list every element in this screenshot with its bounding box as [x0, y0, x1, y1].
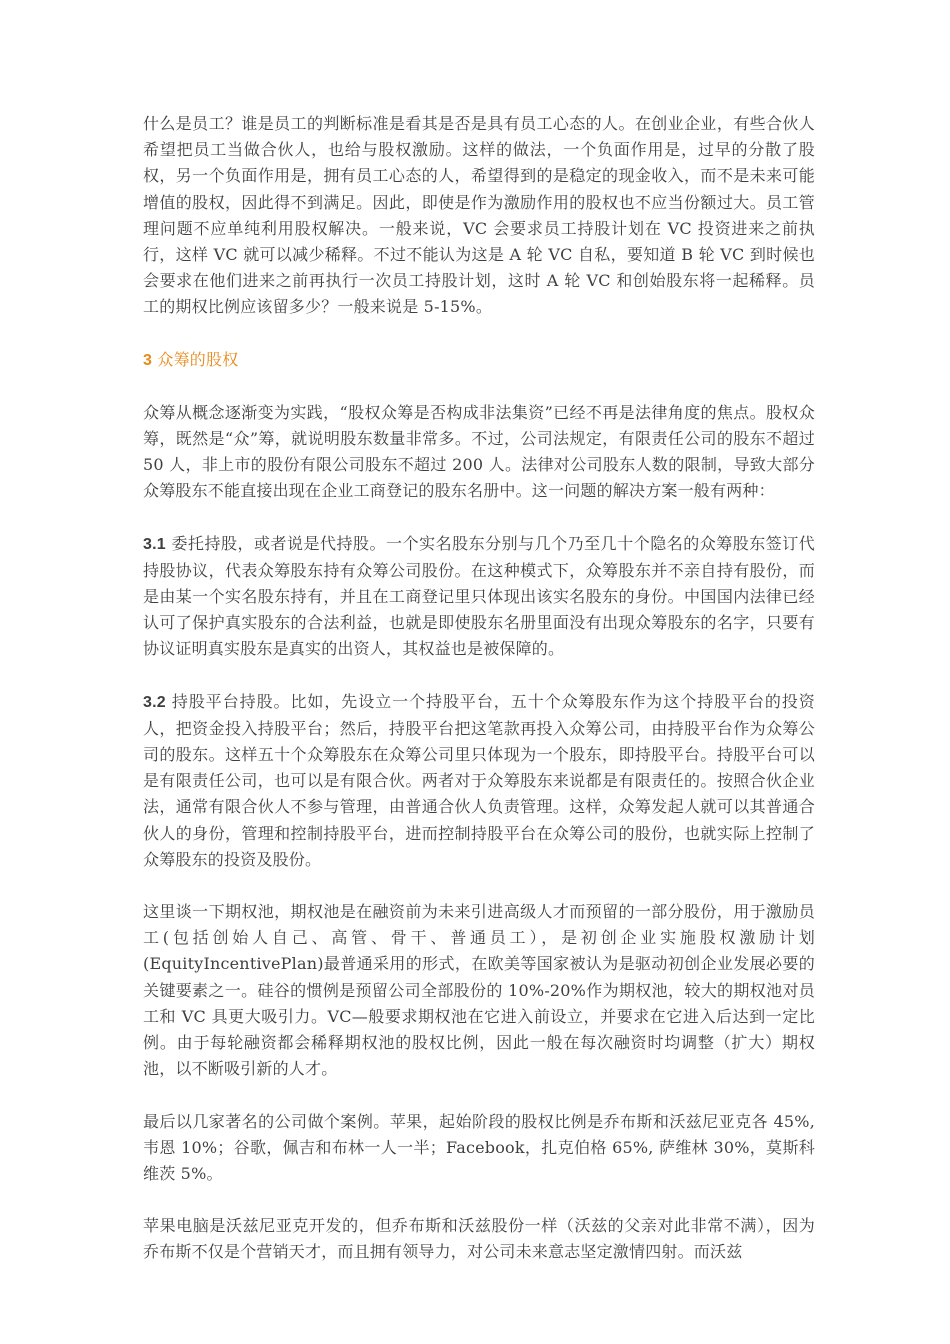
- section-heading-crowdfunding-equity: [143, 347, 815, 374]
- paragraph-platform-holding: [143, 689, 815, 873]
- section-number: 3: [143, 351, 153, 369]
- paragraph-employee-equity: 什么是员工？谁是员工的判断标准是看其是否是具有员工心态的人。在创业企业，有些合伙人希望把员工当做合伙人，也给与股权激励。这样的做法，一个负面作用是，过早的分散了股权，另一个负面作用是，拥有员工心态的人，希望得到的是稳定的现金收入，而不是未来可能增值的股权，因此得不到满足。因此，即使是作为激励作用的股权也不应当份额过大。员工管理问题不应单纯利用股权解决。一般来说，VC 会要求员工持股计划在 VC 投资进来之前执行，这样 VC 就可以减少稀释。不过不能认为这是 A 轮 VC 自私，要知道 B 轮 VC 到时候也会要求在他们进来之前再执行一次员工持股计划，这时 A 轮 VC 和创始股东将一起稀释。员工的期权比例应该留多少？一般来说是 5-15%。: [143, 114, 815, 317]
- subsection-number: 3.2: [143, 693, 166, 711]
- paragraph-text: 委托持股，或者说是代持股。一个实名股东分别与几个乃至几十个隐名的众筹股东签订代持股协议，代表众筹股东持有众筹公司股份。在这种模式下，众筹股东并不亲自持有股份，而是由某一个实名股东持有，并且在工商登记里只体现出该实名股东的身份。中国国内法律已经认可了保护真实股东的合法利益，也就是即使股东名册里面没有出现众筹股东的名字，只要有协议证明真实股东是真实的出资人，其权益也是被保障的。: [143, 533, 815, 659]
- paragraph-company-cases: 最后以几家著名的公司做个案例。苹果，起始阶段的股权比例是乔布斯和沃兹尼亚克各 45%, 韦恩 10%；谷歌，佩吉和布林一人一半；Facebook，扎克伯格 65%, 萨维林 30%，莫斯科维茨 5%。: [143, 1111, 815, 1183]
- subsection-number: 3.1: [143, 535, 166, 553]
- document-body: [143, 111, 815, 1292]
- paragraph-crowdfunding-intro: 众筹从概念逐渐变为实践，“股权众筹是否构成非法集资”已经不再是法律角度的焦点。股权众筹，既然是“众”筹，就说明股东数量非常多。不过，公司法规定，有限责任公司的股东不超过 50 人，非上市的股份有限公司股东不超过 200 人。法律对公司股东人数的限制，导致大部分众筹股东不能直接出现在企业工商登记的股东名册中。这一问题的解决方案一般有两种：: [143, 402, 815, 501]
- paragraph-option-pool: 这里谈一下期权池，期权池是在融资前为未来引进高级人才而预留的一部分股份，用于激励员工(包括创始人自己、高管、骨干、普通员工），是初创企业实施股权激励计划(EquityIncentivePlan)最普通采用的形式，在欧美等国家被认为是驱动初创企业发展必要的关键要素之一。硅谷的惯例是预留公司全部股份的 10%-20%作为期权池，较大的期权池对员工和 VC 具更大吸引力。VC—般要求期权池在它进入前设立，并要求在它进入后达到一定比例。由于每轮融资都会稀释期权池的股权比例，因此一般在每次融资时均调整（扩大）期权池，以不断吸引新的人才。: [143, 902, 815, 1079]
- paragraph-entrusted-holding: [143, 531, 815, 663]
- paragraph-text: 持股平台持股。比如，先设立一个持股平台，五十个众筹股东作为这个持股平台的投资人，把资金投入持股平台；然后，持股平台把这笔款再投入众筹公司，由持股平台作为众筹公司的股东。这样五十个众筹股东在众筹公司里只体现为一个股东，即持股平台。持股平台可以是有限责任公司，也可以是有限合伙。两者对于众筹股东来说都是有限责任的。按照合伙企业法，通常有限合伙人不参与管理，由普通合伙人负责管理。这样，众筹发起人就可以其普通合伙人的身份，管理和控制持股平台，进而控制持股平台在众筹公司的股份，也就实际上控制了众筹股东的投资及股份。: [143, 691, 815, 869]
- paragraph-apple-case: 苹果电脑是沃兹尼亚克开发的，但乔布斯和沃兹股份一样（沃兹的父亲对此非常不满），因为乔布斯不仅是个营销天才，而且拥有领导力，对公司未来意志坚定激情四射。而沃兹: [143, 1216, 815, 1262]
- section-title: 众筹的股权: [157, 349, 239, 369]
